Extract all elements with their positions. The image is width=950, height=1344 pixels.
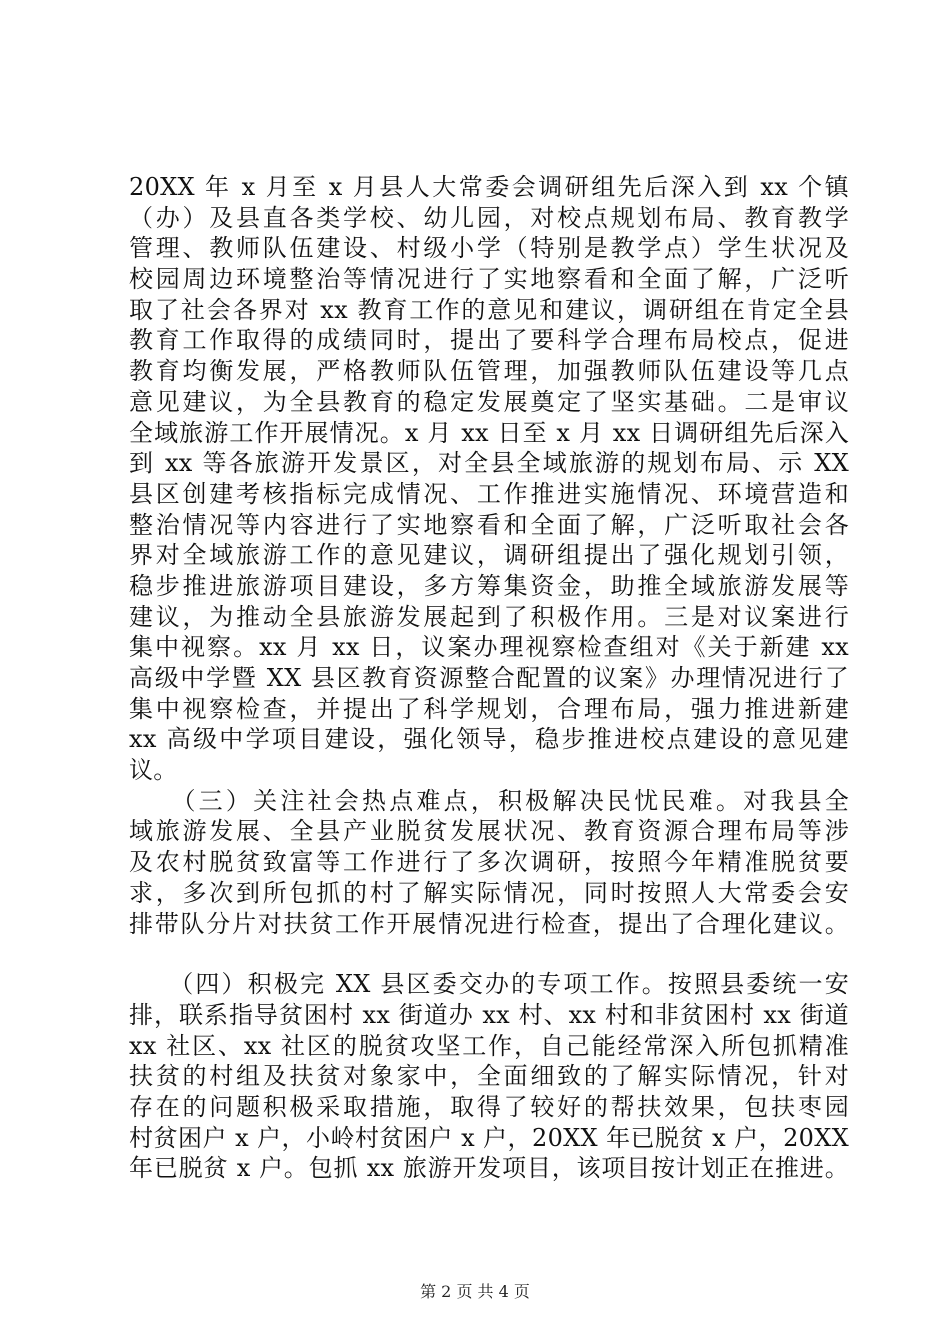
text-line: （三）关注社会热点难点，积极解决民忧民难。对我县全 xyxy=(129,786,849,815)
text-line: xx 高级中学项目建设，强化领导，稳步推进校点建设的意见建 xyxy=(129,725,849,754)
document-body xyxy=(129,172,849,1184)
text-line: 排，联系指导贫困村 xx 街道办 xx 村、xx 村和非贫困村 xx 街道 xyxy=(129,1000,849,1029)
text-line: 求，多次到所包抓的村了解实际情况，同时按照人大常委会安 xyxy=(129,878,849,907)
text-line: 域旅游发展、全县产业脱贫发展状况、教育资源合理布局等涉 xyxy=(129,817,849,846)
text-line: 全域旅游工作开展情况。x 月 xx 日至 x 月 xx 日调研组先后深入 xyxy=(129,418,849,447)
text-line: 界对全域旅游工作的意见建议，调研组提出了强化规划引领， xyxy=(129,541,849,570)
paragraph-section-four xyxy=(129,969,849,1184)
text-line: 意见建议，为全县教育的稳定发展奠定了坚实基础。二是审议 xyxy=(129,387,849,416)
paragraph-research-summary xyxy=(129,172,849,786)
text-line: 议。 xyxy=(129,756,178,785)
page-number-footer: 第 2 页 共 4 页 xyxy=(420,1282,530,1301)
text-line: 排带队分片对扶贫工作开展情况进行检查，提出了合理化建议。 xyxy=(129,909,849,938)
text-line: 高级中学暨 XX 县区教育资源整合配置的议案》办理情况进行了 xyxy=(129,664,849,692)
text-line: 集中视察检查，并提出了科学规划，合理布局，强力推进新建 xyxy=(129,694,849,723)
text-line: 校园周边环境整治等情况进行了实地察看和全面了解，广泛听 xyxy=(129,265,849,294)
text-line: 整治情况等内容进行了实地察看和全面了解，广泛听取社会各 xyxy=(129,510,849,539)
text-line: 稳步推进旅游项目建设，多方筹集资金，助推全域旅游发展等 xyxy=(129,571,849,600)
text-line: 村贫困户 x 户，小岭村贫困户 x 户，20XX 年已脱贫 x 户，20XX xyxy=(129,1123,849,1152)
text-line: 取了社会各界对 xx 教育工作的意见和建议，调研组在肯定全县 xyxy=(129,295,849,324)
text-line: 集中视察。xx 月 xx 日，议案办理视察检查组对《关于新建 xx xyxy=(129,633,849,662)
text-line: 教育工作取得的成绩同时，提出了要科学合理布局校点，促进 xyxy=(129,326,849,355)
text-line: xx 社区、xx 社区的脱贫攻坚工作，自己能经常深入所包抓精准 xyxy=(129,1031,849,1060)
text-line: （四）积极完 XX 县区委交办的专项工作。按照县委统一安 xyxy=(129,970,849,999)
text-line: 及农村脱贫致富等工作进行了多次调研，按照今年精准脱贫要 xyxy=(129,848,849,877)
text-line: 管理、教师队伍建设、村级小学（特别是教学点）学生状况及 xyxy=(129,234,849,263)
text-line: 建议，为推动全县旅游发展起到了积极作用。三是对议案进行 xyxy=(129,602,849,631)
text-line: 到 xx 等各旅游开发景区，对全县全域旅游的规划布局、示 XX xyxy=(129,449,849,478)
paragraph-section-three xyxy=(129,786,849,939)
text-line: 20XX 年 x 月至 x 月县人大常委会调研组先后深入到 xx 个镇 xyxy=(129,173,849,201)
text-line: 教育均衡发展，严格教师队伍管理，加强教师队伍建设等几点 xyxy=(129,357,849,386)
text-line: （办）及县直各类学校、幼儿园，对校点规划布局、教育教学 xyxy=(129,203,849,232)
paragraph-spacer xyxy=(129,939,849,969)
text-line: 存在的问题积极采取措施，取得了较好的帮扶效果，包扶枣园 xyxy=(129,1092,849,1121)
text-line: 扶贫的村组及扶贫对象家中，全面细致的了解实际情况，针对 xyxy=(129,1062,849,1091)
text-line: 县区创建考核指标完成情况、工作推进实施情况、环境营造和 xyxy=(129,479,849,508)
text-line: 年已脱贫 x 户。包抓 xx 旅游开发项目，该项目按计划正在推进。 xyxy=(129,1154,849,1183)
